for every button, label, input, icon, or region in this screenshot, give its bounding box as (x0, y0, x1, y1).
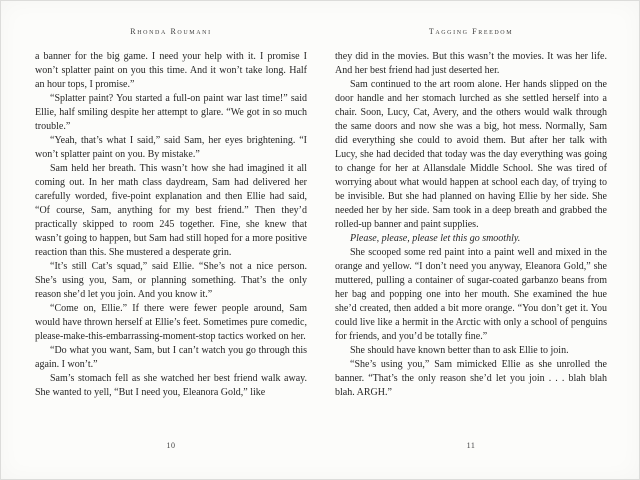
page-number-right: 11 (466, 441, 476, 450)
paragraph: “Come on, Ellie.” If there were fewer people around, Sam would have thrown herself at Ellie’s feet. Sometimes pure comedic, please-make-this-embarrassing-moment-stop tactics worked on her. (35, 303, 307, 342)
paragraph: “Do what you want, Sam, but I can’t watch you go through this again. I won’t.” (35, 345, 307, 370)
running-header-author: Rhonda Roumani (130, 27, 212, 36)
right-page (320, 0, 640, 480)
paragraph: “It’s still Cat’s squad,” said Ellie. “She’s not a nice person. She’s using you, Sam, or planning something. That’s the only reason she’d let you join. And you know it.” (35, 261, 307, 300)
right-page-body-text (335, 50, 607, 400)
left-page-body-text (35, 50, 307, 400)
running-header-title: Tagging Freedom (428, 27, 514, 36)
paragraph: Sam held her breath. This wasn’t how she had imagined it all coming out. In her math class daydream, Sam had delivered her carefully worded, five-point explanation and then Ellie had said, “Of course, Sam, anything for my best friend.” Then they’d practically skipped to room 245 together. Fine, she knew that wasn’t going to happen, but Sam had still hoped for a more positive reaction than this. She mustered a desperate grin. (35, 163, 307, 258)
paragraph-italic-thought: Please, please, please let this go smoothly. (350, 233, 521, 244)
paragraph: “She’s using you,” Sam mimicked Ellie as she unrolled the banner. “That’s the only reason she’d let you join . . . blah blah blah. ARGH.” (335, 359, 607, 398)
paragraph: a banner for the big game. I need your help with it. I promise I won’t splatter paint on you this time. And it won’t take long. Half an hour tops, I promise.” (35, 51, 307, 90)
page-number-left: 10 (166, 441, 176, 450)
paragraph: Sam’s stomach fell as she watched her best friend walk away. She wanted to yell, “But I need you, Eleanora Gold,” like (35, 373, 307, 398)
paragraph: She should have known better than to ask Ellie to join. (350, 345, 569, 356)
paragraph: “Yeah, that’s what I said,” said Sam, her eyes brightening. “I won’t splatter paint on you. By mistake.” (35, 135, 307, 160)
paragraph: She scooped some red paint into a paint well and mixed in the orange and yellow. “I don’t need you anyway, Eleanora Gold,” she muttered, pulling a container of sugar-coated garbanzo beans from her bag and popping one into her mouth. She examined the hue she’d created, then added a bit more orange. “You don’t get it. You could live like a hermit in the Arctic with only a school of penguins for friends, and you’d be totally fine.” (335, 247, 607, 342)
paragraph: Sam continued to the art room alone. Her hands slipped on the door handle and her stomach lurched as she settled herself into a chair. Soon, Lucy, Cat, Avery, and the others would walk through the same doors and now she was a big, hot mess. Normally, Sam did everything she could to avoid them. But after her talk with Lucy, she had decided that today was the day everything was going to change for her at Allansdale Middle School. She was tired of worrying about what would happen at school each day, of trying to be invisible. But she had planned on having Ellie by her side. She needed her by her side. Sam took in a deep breath and grabbed the rolled-up banner and paint supplies. (335, 79, 607, 230)
paragraph: “Splatter paint? You started a full-on paint war last time!” said Ellie, half smiling despite her attempt to glare. “We got in so much trouble.” (35, 93, 307, 132)
paragraph: they did in the movies. But this wasn’t the movies. It was her life. And her best friend had just deserted her. (335, 51, 607, 76)
